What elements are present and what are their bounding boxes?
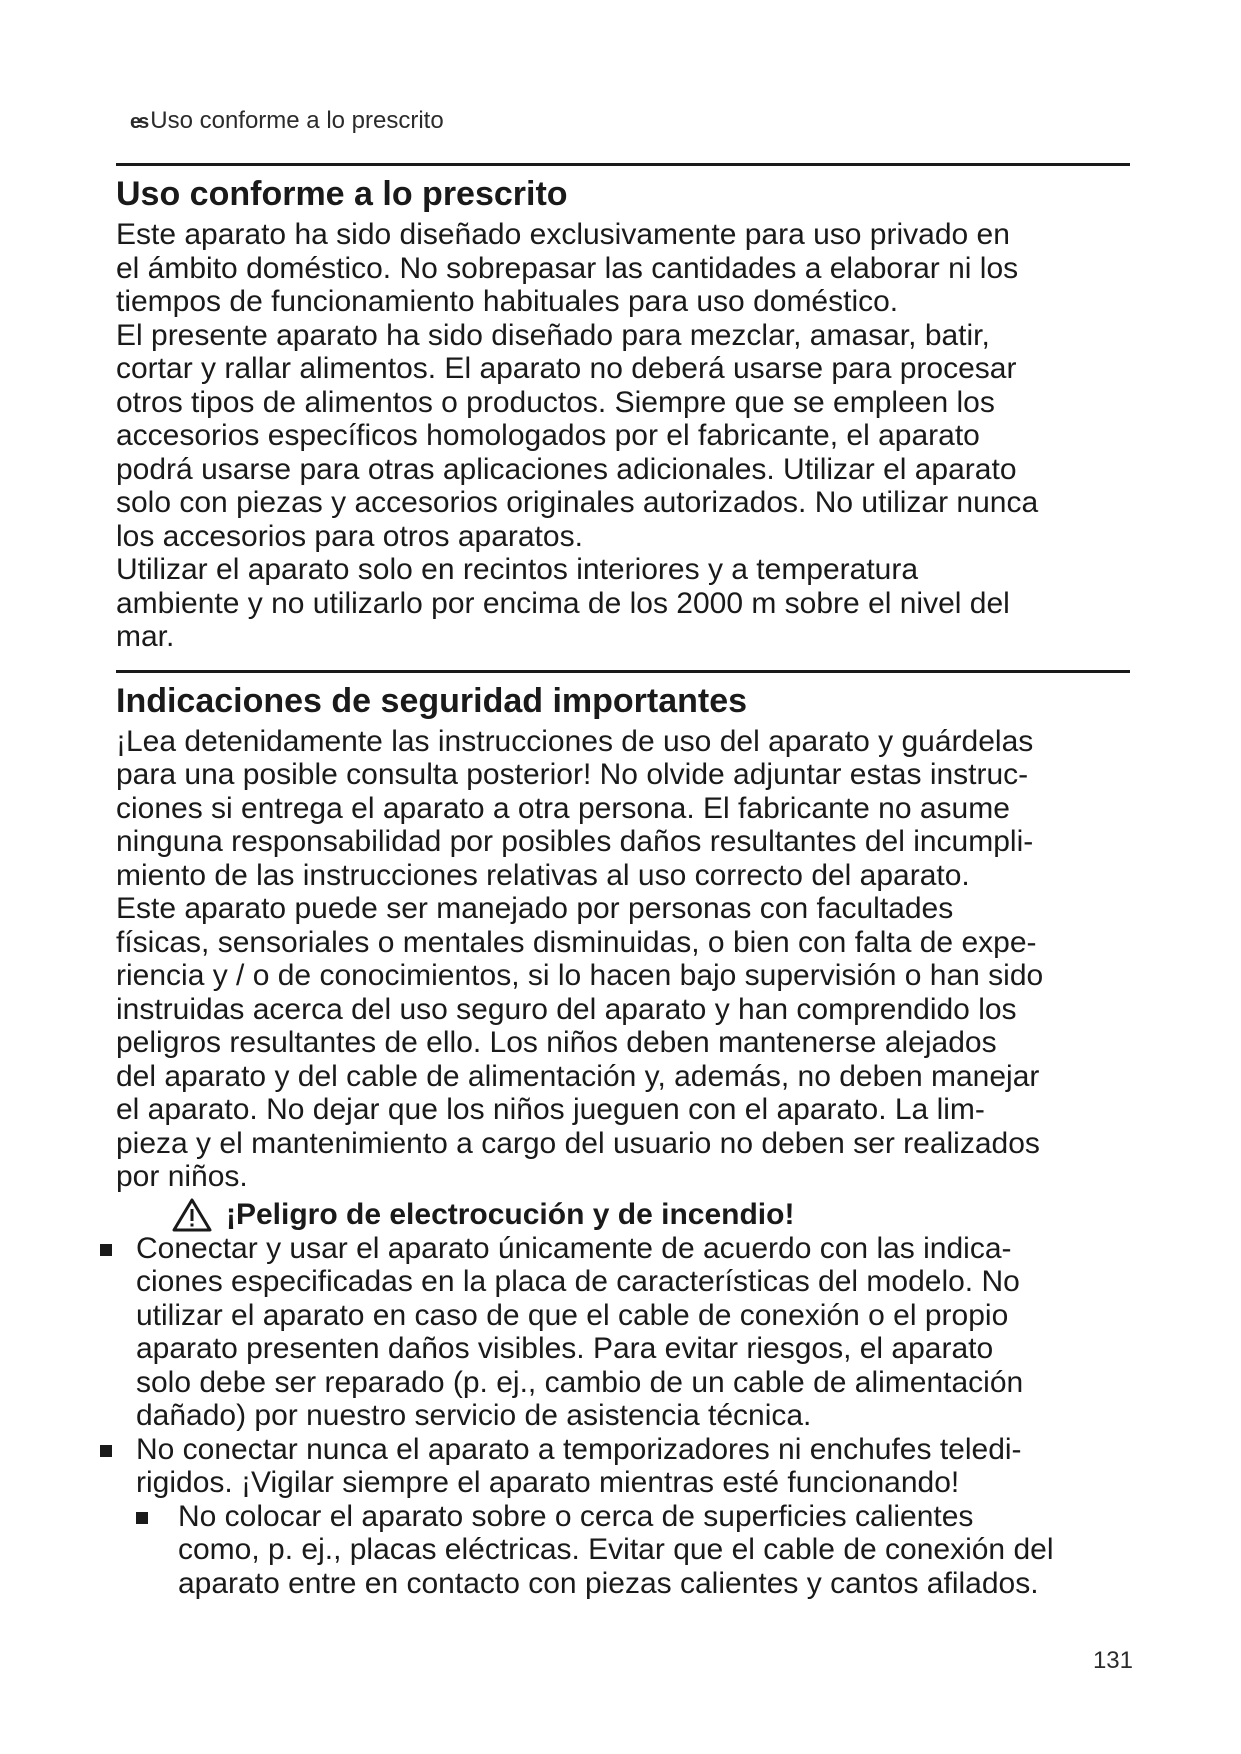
- language-code: es: [130, 111, 147, 133]
- warning-triangle-icon: [172, 1198, 212, 1232]
- bullet-square-icon: [136, 1512, 148, 1524]
- section-divider: [116, 163, 1130, 166]
- page-content: [116, 163, 1132, 1600]
- paragraph: Este aparato puede ser manejado por personas con facultades físicas, sensoriales o mentales disminuidas, o bien con falta de expe- riencia y / o de conocimientos, si lo hacen bajo supervisión o han sido instruidas acerca del uso seguro del aparato y han comprendido los peligros resultantes de ello. Los niños deben mantenerse alejados del aparato y del cable de alimentación y, además, no deben manejar el aparato. No dejar que los niños jueguen con el aparato. La lim- pieza y el mantenimiento a cargo del usuario no deben ser realizados por niños.: [116, 892, 1044, 1193]
- warning-title: ¡Peligro de electrocución y de incendio!: [226, 1197, 795, 1231]
- running-title: Uso conforme a lo prescrito: [150, 107, 444, 134]
- section-divider: [116, 670, 1130, 673]
- section-title-intended-use: Uso conforme a lo prescrito: [116, 175, 568, 213]
- list-item: No colocar el aparato sobre o cerca de superficies calientes como, p. ej., placas eléctricas. Evitar que el cable de conexión del aparato entre en contacto con piezas calientes y cantos afilados.: [136, 1500, 1132, 1601]
- warning-heading: [172, 1198, 1132, 1232]
- running-header: [130, 106, 444, 137]
- bullet-square-icon: [100, 1244, 112, 1256]
- paragraph: El presente aparato ha sido diseñado para mezclar, amasar, batir, cortar y rallar alimentos. El aparato no deberá usarse para procesar otros tipos de alimentos o productos. Siempre que se empleen los accesorios específicos homologados por el fabricante, el aparato podrá usarse para otras aplicaciones adicionales. Utilizar el aparato solo con piezas y accesorios originales autorizados. No utilizar nunca los accesorios para otros aparatos.: [116, 318, 1039, 553]
- paragraph: Este aparato ha sido diseñado exclusivamente para uso privado en el ámbito doméstico. No sobrepasar las cantidades a elaborar ni los tiempos de funcionamiento habituales para uso doméstico.: [116, 218, 1019, 318]
- list-item: Conectar y usar el aparato únicamente de acuerdo con las indica- ciones especificadas en la placa de características del modelo. No utilizar el aparato en caso de que el cable de conexión o el propio aparato presenten daños visibles. Para evitar riesgos, el aparato solo debe ser reparado (p. ej., cambio de un cable de alimentación dañado) por nuestro servicio de asistencia técnica.: [100, 1232, 1132, 1433]
- list-item: No conectar nunca el aparato a temporizadores ni enchufes teledi- rigidos. ¡Vigilar siempre el aparato mientras esté funcionando!: [100, 1433, 1132, 1500]
- page-number: 131: [1092, 1647, 1133, 1674]
- paragraph: Utilizar el aparato solo en recintos interiores y a temperatura ambiente y no utilizarlo por encima de los 2000 m sobre el nivel del mar.: [116, 553, 1010, 653]
- bullet-square-icon: [100, 1445, 112, 1457]
- paragraph: ¡Lea detenidamente las instrucciones de uso del aparato y guárdelas para una posible consulta posterior! No olvide adjuntar estas instruc- ciones si entrega el aparato a otra persona. El fabricante no asume ninguna responsabilidad por posibles daños resultantes del incumpli- miento de las instrucciones relativas al uso correcto del aparato.: [116, 724, 1034, 892]
- section-title-safety: Indicaciones de seguridad importantes: [116, 681, 748, 720]
